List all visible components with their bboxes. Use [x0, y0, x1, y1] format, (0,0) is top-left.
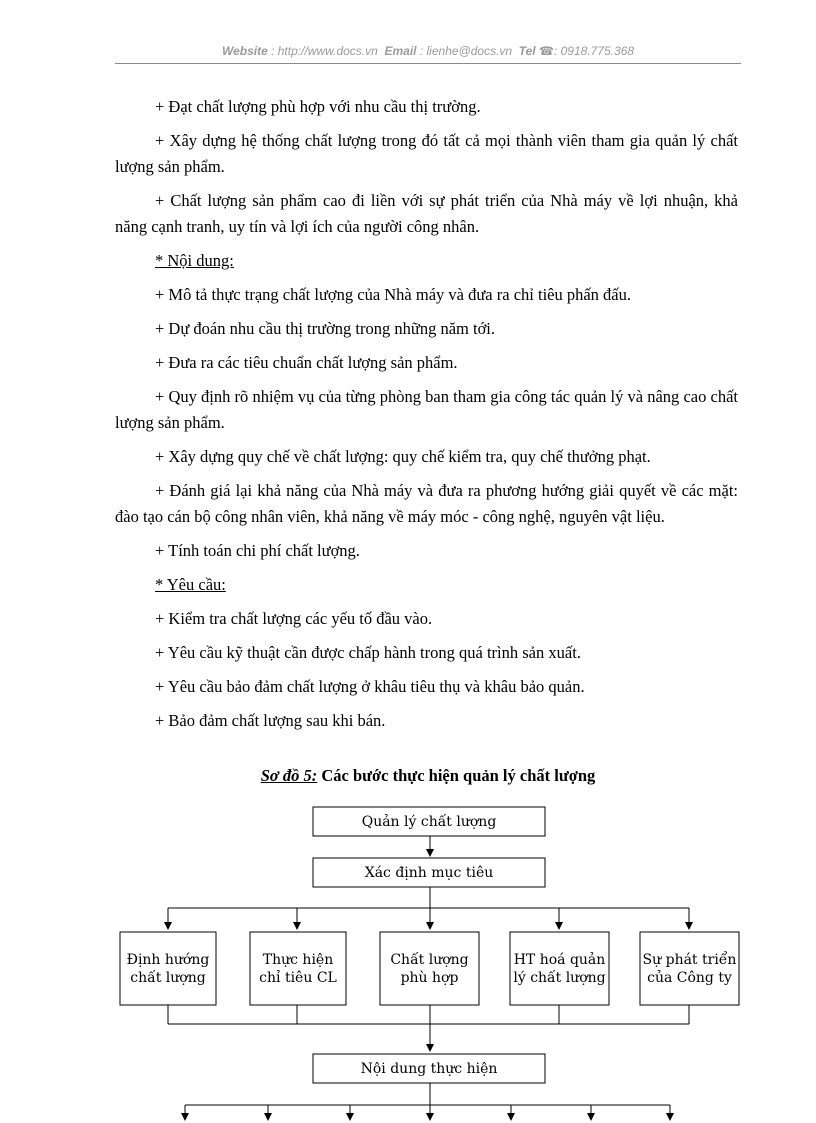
box-quality-management-label: Quản lý chất lượng: [361, 813, 497, 830]
paragraph: + Đưa ra các tiêu chuẩn chất lượng sản phẩm.: [155, 353, 458, 372]
box-implementation-content-label: Nội dung thực hiện: [360, 1060, 498, 1077]
tel-label: Tel: [518, 44, 536, 58]
diagram-title-text: Các bước thực hiện quản lý chất lượng: [317, 766, 596, 785]
email-value: : lienhe@docs.vn: [419, 44, 513, 58]
paragraph: + Mô tả thực trạng chất lượng của Nhà máy và đưa ra chỉ tiêu phấn đấu.: [155, 285, 631, 304]
tel-value: : 0918.775.368: [553, 44, 635, 58]
paragraph: + Đánh giá lại khả năng của Nhà máy và đưa ra phương hướng giải quyết về các mặt: đào tạo cán bộ công nhân viên, khả năng về máy móc - công nghệ, nguyên vật liệu.: [115, 481, 738, 526]
diagram-title-label: Sơ đồ 5:: [260, 766, 318, 785]
website-label: Website: [221, 44, 268, 58]
paragraph: + Xây dựng quy chế về chất lượng: quy chế kiểm tra, quy chế thưởng phạt.: [155, 447, 651, 466]
box-company-development-label: Sự phát triển của Công ty: [642, 951, 737, 986]
paragraph: + Bảo đảm chất lượng sau khi bán.: [155, 711, 386, 730]
section-heading-yeu-cau: * Yêu cầu:: [155, 575, 226, 594]
box-suitable-quality-label: Chất lượng phù hợp: [390, 951, 469, 986]
paragraph: + Dự đoán nhu cầu thị trường trong những năm tới.: [155, 319, 495, 338]
box-quality-orientation-label: Định hướng chất lượng: [126, 951, 210, 986]
email-label: Email: [384, 44, 417, 58]
paragraph: + Đạt chất lượng phù hợp với nhu cầu thị trường.: [155, 97, 481, 116]
phone-icon: ☎: [539, 44, 554, 58]
website-value: : http://www.docs.vn: [271, 44, 378, 58]
box-implement-targets-label: Thực hiện chỉ tiêu CL: [259, 951, 337, 986]
paragraph: + Kiểm tra chất lượng các yếu tố đầu vào.: [155, 609, 433, 628]
paragraph: + Yêu cầu bảo đảm chất lượng ở khâu tiêu thụ và khâu bảo quản.: [155, 677, 585, 696]
paragraph: + Tính toán chi phí chất lượng.: [155, 541, 360, 560]
section-heading-noi-dung: * Nội dung:: [155, 251, 234, 270]
paragraph: + Yêu cầu kỹ thuật cần được chấp hành trong quá trình sản xuất.: [155, 643, 581, 662]
paragraph: + Xây dựng hệ thống chất lượng trong đó tất cả mọi thành viên tham gia quản lý chất lượng sản phẩm.: [115, 131, 738, 176]
paragraph: + Quy định rõ nhiệm vụ của từng phòng ban tham gia công tác quản lý và nâng cao chất lượng sản phẩm.: [115, 387, 738, 432]
box-system-quality-mgmt-label: HT hoá quản lý chất lượng: [513, 951, 606, 986]
box-set-goals-label: Xác định mục tiêu: [364, 864, 494, 881]
paragraph: + Chất lượng sản phẩm cao đi liền với sự phát triển của Nhà máy về lợi nhuận, khả năng cạnh tranh, uy tín và lợi ích của người công nhân.: [115, 191, 738, 236]
